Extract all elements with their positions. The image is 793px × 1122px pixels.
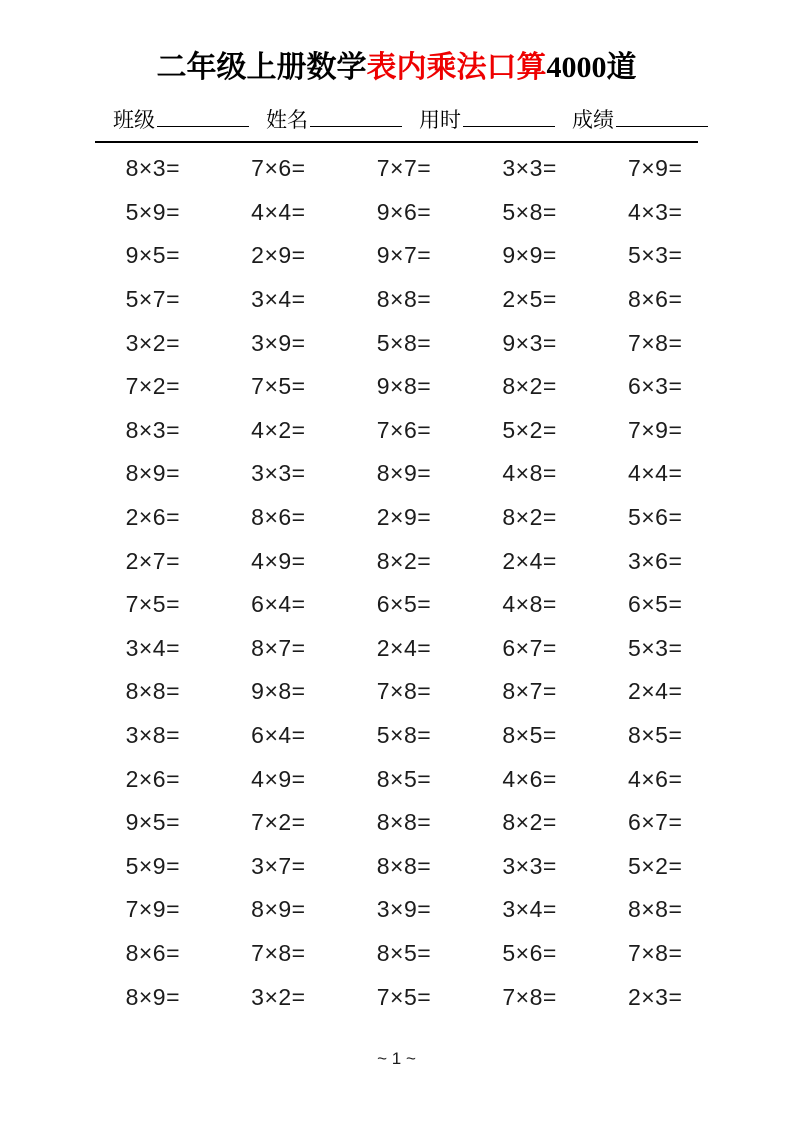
problem-cell: 2×6=: [125, 504, 181, 531]
problem-cell: 8×9=: [251, 896, 306, 923]
problem-cell: 4×8=: [502, 591, 557, 618]
problem-cell: 8×9=: [376, 460, 432, 487]
problem-cell: 5×3=: [627, 242, 683, 269]
problem-cell: 8×6=: [627, 286, 683, 313]
field-time-label: 用时: [419, 108, 461, 132]
problem-cell: 8×2=: [502, 373, 557, 400]
problem-cell: 6×7=: [502, 634, 557, 661]
problem-cell: 5×8=: [376, 722, 432, 749]
problem-cell: 7×6=: [251, 155, 306, 182]
page-number: ~ 1 ~: [377, 1049, 416, 1068]
problem-cell: 8×5=: [376, 765, 432, 792]
problem-cell: 8×8=: [376, 809, 432, 836]
problem-cell: 2×4=: [376, 634, 432, 661]
problem-cell: 8×8=: [627, 896, 683, 923]
problem-cell: 3×3=: [251, 460, 306, 487]
problem-cell: 3×2=: [125, 329, 181, 356]
problem-cell: 2×3=: [627, 983, 683, 1010]
field-class-label: 班级: [113, 108, 155, 132]
problem-cell: 7×8=: [627, 329, 683, 356]
problem-cell: 9×3=: [502, 329, 557, 356]
problem-cell: 7×5=: [251, 373, 306, 400]
problem-cell: 5×6=: [502, 939, 557, 966]
problem-cell: 8×7=: [251, 634, 306, 661]
field-score: [555, 104, 708, 134]
problem-cell: 3×3=: [502, 155, 557, 182]
title-part1: 二年级上册数学: [156, 51, 367, 84]
problem-cell: 5×8=: [376, 329, 432, 356]
problem-cell: 4×2=: [251, 416, 306, 443]
problem-cell: 9×5=: [125, 242, 181, 269]
problem-cell: 3×2=: [251, 983, 306, 1010]
problem-cell: 8×2=: [502, 504, 557, 531]
problem-cell: 3×7=: [251, 852, 306, 879]
problem-cell: 2×5=: [502, 286, 557, 313]
problem-cell: 2×6=: [125, 765, 181, 792]
field-name-blank: [310, 106, 402, 127]
field-time-blank: [463, 106, 555, 127]
problem-cell: 7×5=: [376, 983, 432, 1010]
problem-cell: 5×2=: [627, 852, 683, 879]
problem-cell: 7×9=: [627, 416, 683, 443]
problem-cell: 9×8=: [376, 373, 432, 400]
problem-cell: 4×4=: [627, 460, 683, 487]
problem-cell: 5×6=: [627, 504, 683, 531]
problem-cell: 8×7=: [502, 678, 557, 705]
problem-cell: 8×8=: [376, 286, 432, 313]
problem-cell: 8×6=: [251, 504, 306, 531]
header-fields: [95, 104, 698, 143]
problem-cell: 8×5=: [627, 722, 683, 749]
problem-cell: 9×5=: [125, 809, 181, 836]
problem-cell: 5×9=: [125, 852, 181, 879]
problem-cell: 4×9=: [251, 547, 306, 574]
field-name: [249, 104, 402, 134]
problem-cell: 7×7=: [376, 155, 432, 182]
problem-cell: 9×8=: [251, 678, 306, 705]
problem-cell: 8×2=: [376, 547, 432, 574]
problem-cell: 3×8=: [125, 722, 181, 749]
problem-cell: 3×4=: [251, 286, 306, 313]
problem-cell: 5×9=: [125, 198, 181, 225]
problem-cell: 8×5=: [502, 722, 557, 749]
problem-cell: 5×7=: [125, 286, 181, 313]
problem-cell: 9×6=: [376, 198, 432, 225]
problem-cell: 2×4=: [502, 547, 557, 574]
page-title: [0, 42, 793, 86]
problem-cell: 7×8=: [376, 678, 432, 705]
problem-cell: 8×8=: [376, 852, 432, 879]
problem-cell: 4×3=: [627, 198, 683, 225]
problem-cell: 5×2=: [502, 416, 557, 443]
problem-cell: 7×8=: [251, 939, 306, 966]
problem-cell: 8×3=: [125, 416, 181, 443]
problem-cell: 6×3=: [627, 373, 683, 400]
problem-cell: 3×3=: [502, 852, 557, 879]
problem-cell: 6×4=: [251, 722, 306, 749]
field-name-label: 姓名: [266, 108, 308, 132]
problem-cell: 7×6=: [376, 416, 432, 443]
problem-cell: 9×7=: [376, 242, 432, 269]
problem-cell: 4×6=: [627, 765, 683, 792]
problem-cell: 6×4=: [251, 591, 306, 618]
problem-cell: 2×4=: [627, 678, 683, 705]
problem-cell: 2×9=: [251, 242, 306, 269]
problem-cell: 3×9=: [376, 896, 432, 923]
problem-cell: 4×6=: [502, 765, 557, 792]
problem-cell: 3×6=: [627, 547, 683, 574]
field-class: [95, 104, 249, 134]
problem-cell: 7×2=: [125, 373, 181, 400]
problem-cell: 7×9=: [125, 896, 181, 923]
problem-cell: 7×2=: [251, 809, 306, 836]
problem-cell: 3×4=: [502, 896, 557, 923]
field-score-label: 成绩: [572, 108, 614, 132]
problem-cell: 7×5=: [125, 591, 181, 618]
problem-cell: 2×9=: [376, 504, 432, 531]
problem-cell: 8×2=: [502, 809, 557, 836]
problem-cell: 4×8=: [502, 460, 557, 487]
problem-cell: 8×8=: [125, 678, 181, 705]
problem-cell: 4×9=: [251, 765, 306, 792]
problem-cell: 5×3=: [627, 634, 683, 661]
problem-cell: 3×9=: [251, 329, 306, 356]
problem-cell: 8×3=: [125, 155, 181, 182]
problem-cell: 7×9=: [627, 155, 683, 182]
title-part3: 4000道: [546, 51, 637, 84]
problem-cell: 6×7=: [627, 809, 683, 836]
problem-cell: 2×7=: [125, 547, 181, 574]
problem-cell: 6×5=: [376, 591, 432, 618]
problem-cell: 3×4=: [125, 634, 181, 661]
field-score-blank: [616, 106, 708, 127]
problem-cell: 4×4=: [251, 198, 306, 225]
problem-cell: 8×6=: [125, 939, 181, 966]
problem-cell: 6×5=: [627, 591, 683, 618]
field-class-blank: [157, 106, 249, 127]
problem-cell: 5×8=: [502, 198, 557, 225]
problem-cell: 8×9=: [125, 983, 181, 1010]
problem-cell: 8×9=: [125, 460, 181, 487]
problem-cell: 7×8=: [502, 983, 557, 1010]
problem-cell: 9×9=: [502, 242, 557, 269]
title-highlight: 表内乘法口算: [366, 51, 547, 84]
problem-cell: 8×5=: [376, 939, 432, 966]
field-time: [402, 104, 555, 134]
problem-cell: 7×8=: [627, 939, 683, 966]
problems-grid: [90, 147, 718, 1019]
